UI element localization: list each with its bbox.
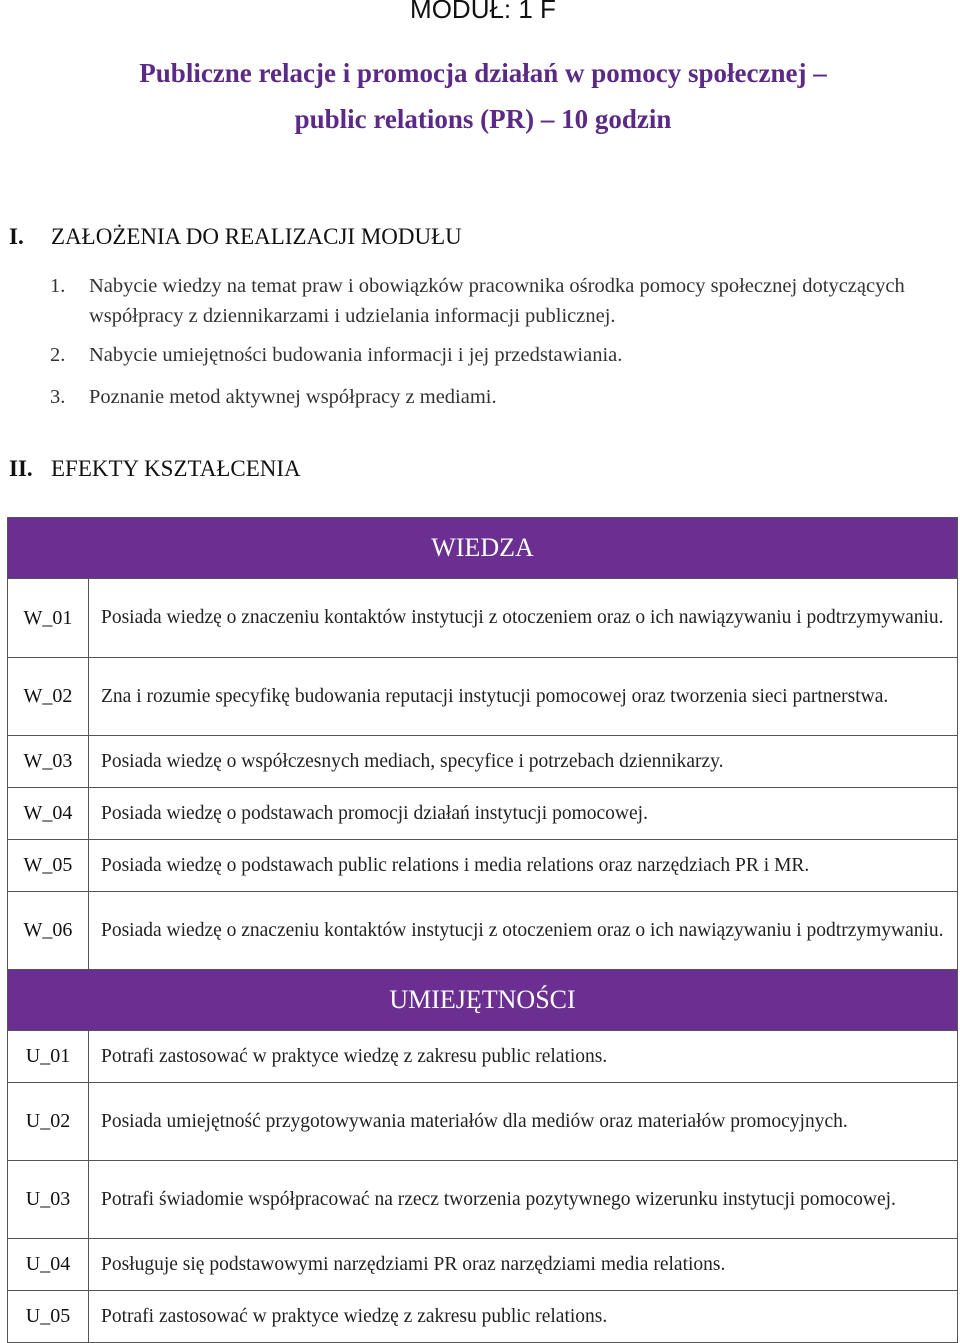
table-row	[8, 736, 958, 788]
outcome-code: U_05	[8, 1291, 89, 1343]
outcome-code: U_02	[8, 1083, 89, 1161]
knowledge-header: WIEDZA	[8, 518, 958, 579]
skills-header: UMIEJĘTNOŚCI	[8, 970, 958, 1031]
outcome-code: W_06	[8, 892, 89, 970]
outcome-code: W_01	[8, 579, 89, 658]
outcome-code: W_04	[8, 788, 89, 840]
outcome-code: U_04	[8, 1239, 89, 1291]
document-title-line-1: Publiczne relacje i promocja działań w pomocy społecznej –	[139, 58, 827, 88]
table-row	[8, 658, 958, 736]
outcome-code: U_03	[8, 1161, 89, 1239]
list-item-text: Nabycie wiedzy na temat praw i obowiązków pracownika ośrodka pomocy społecznej dotyczących współpracy z dziennikarzami i udzielania informacji publicznej.	[89, 275, 905, 327]
table-row	[8, 840, 958, 892]
outcome-description: Posiada wiedzę o podstawach public relations i media relations oraz narzędziach PR i MR.	[89, 840, 958, 892]
module-label: MODUŁ: 1 F	[410, 0, 556, 24]
outcome-description: Potrafi zastosować w praktyce wiedzę z zakresu public relations.	[89, 1031, 958, 1083]
section-number: I.	[9, 224, 24, 249]
section-title: ZAŁOŻENIA DO REALIZACJI MODUŁU	[51, 224, 462, 249]
section-heading-effects	[9, 456, 301, 482]
table-row	[8, 579, 958, 658]
outcome-code: W_03	[8, 736, 89, 788]
table-row	[8, 788, 958, 840]
table-header-row	[8, 518, 958, 579]
learning-outcomes-table	[7, 517, 958, 1343]
table-row	[8, 1161, 958, 1239]
outcome-description: Potrafi zastosować w praktyce wiedzę z zakresu public relations.	[89, 1291, 958, 1343]
list-item-text: Nabycie umiejętności budowania informacji i jej przedstawiania.	[89, 344, 623, 366]
table-row	[8, 1291, 958, 1343]
outcome-description: Zna i rozumie specyfikę budowania reputacji instytucji pomocowej oraz tworzenia sieci partnerstwa.	[89, 658, 958, 736]
outcome-description: Posiada wiedzę o znaczeniu kontaktów instytucji z otoczeniem oraz o ich nawiązywaniu i podtrzymywaniu.	[89, 892, 958, 970]
table-header-row	[8, 970, 958, 1031]
section-title: EFEKTY KSZTAŁCENIA	[51, 456, 301, 481]
list-item-number: 2.	[50, 344, 66, 366]
outcome-description: Potrafi świadomie współpracować na rzecz tworzenia pozytywnego wizerunku instytucji pomocowej.	[89, 1161, 958, 1239]
outcome-description: Posiada wiedzę o współczesnych mediach, specyfice i potrzebach dziennikarzy.	[89, 736, 958, 788]
outcome-description: Posiada wiedzę o podstawach promocji działań instytucji pomocowej.	[89, 788, 958, 840]
table-row	[8, 1031, 958, 1083]
table-row	[8, 1239, 958, 1291]
outcome-description: Posiada wiedzę o znaczeniu kontaktów instytucji z otoczeniem oraz o ich nawiązywaniu i podtrzymywaniu.	[89, 579, 958, 658]
document-title-line-2: public relations (PR) – 10 godzin	[294, 104, 672, 134]
outcome-description: Posiada umiejętność przygotowywania materiałów dla mediów oraz materiałów promocyjnych.	[89, 1083, 958, 1161]
outcome-code: W_02	[8, 658, 89, 736]
list-item-number: 3.	[50, 386, 66, 408]
outcome-code: U_01	[8, 1031, 89, 1083]
outcome-description: Posługuje się podstawowymi narzędziami PR oraz narzędziami media relations.	[89, 1239, 958, 1291]
table-row	[8, 1083, 958, 1161]
outcome-code: W_05	[8, 840, 89, 892]
section-number: II.	[9, 456, 33, 481]
list-item-text: Poznanie metod aktywnej współpracy z mediami.	[89, 386, 497, 408]
list-item-number: 1.	[50, 275, 66, 297]
table-row	[8, 892, 958, 970]
section-heading-assumptions	[9, 224, 462, 250]
